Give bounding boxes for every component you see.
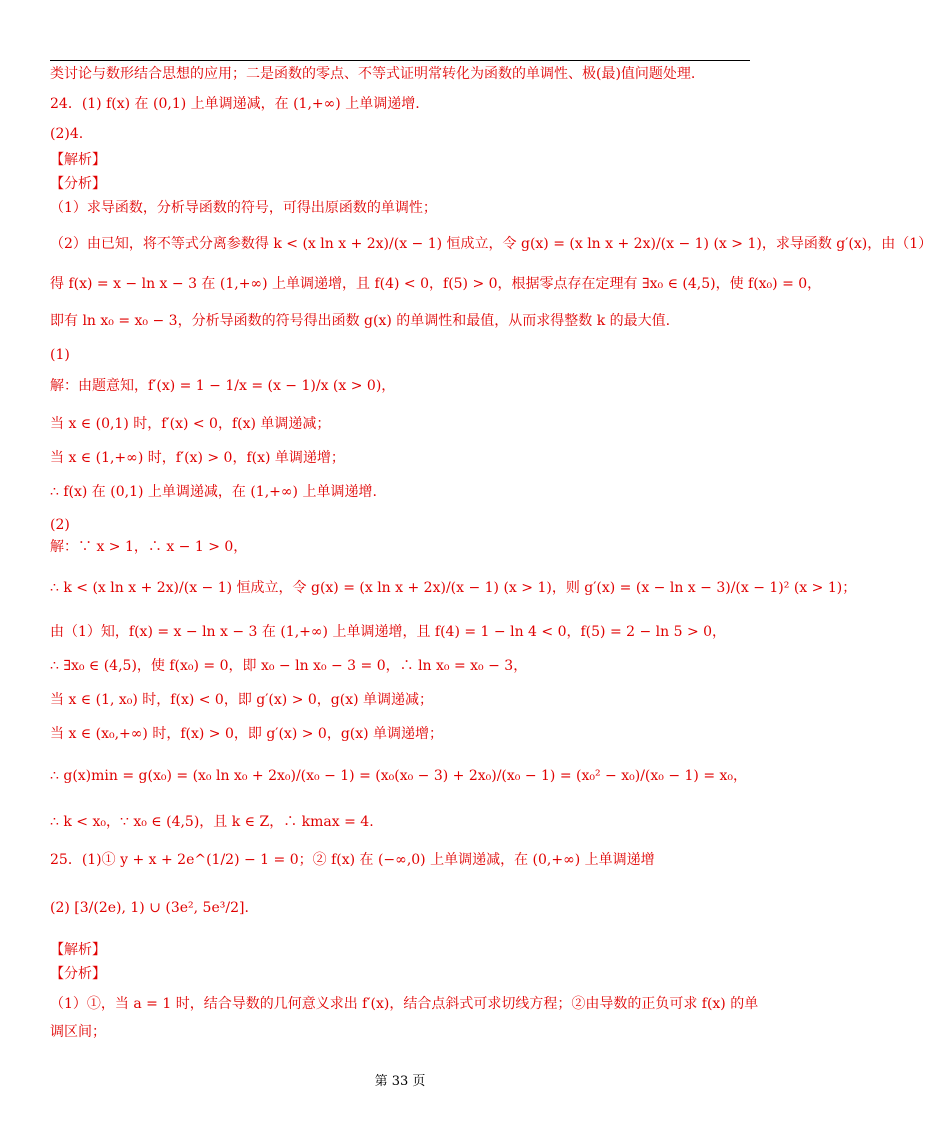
q24-answer2: (2)4. xyxy=(50,126,84,142)
q24-t6: 当 x ∈ (x₀,+∞) 时，f(x) > 0，即 g′(x) > 0，g(x) 单调递增； xyxy=(50,726,444,742)
q24-fenxi3: 得 f(x) = x − ln x − 3 在 (1,+∞) 上单调递增，且 f(4) < 0，f(5) > 0，根据零点存在定理有 ∃x₀ ∈ (4,5)，使 f(x₀) = 0， xyxy=(50,276,822,292)
q24-fenxi2: （2）由已知，将不等式分离参数得 k < (x ln x + 2x)/(x − 1) 恒成立，令 g(x) = (x ln x + 2x)/(x − 1) (x > 1)，求导函数 g′(x)，由（1） xyxy=(50,236,932,252)
q25-answer2: (2) [3/(2e), 1) ∪ (3e², 5e³/2]. xyxy=(50,900,249,916)
q24-s1: 解：由题意知，f′(x) = 1 − 1/x = (x − 1)/x (x > 0)， xyxy=(50,378,396,394)
q24-s3: 当 x ∈ (1,+∞) 时，f′(x) > 0，f(x) 单调递增； xyxy=(50,450,345,466)
q25-fenxi1: （1）①，当 a = 1 时，结合导数的几何意义求出 f′(x)，结合点斜式可求切线方程；②由导数的正负可求 f(x) 的单 xyxy=(50,996,759,1012)
q24-t2: ∴ k < (x ln x + 2x)/(x − 1) 恒成立，令 g(x) = (x ln x + 2x)/(x − 1) (x > 1)，则 g′(x) = (x − ln x − 3)/(x − 1)² (x > 1)； xyxy=(50,580,857,596)
q24-fenxi: 【分析】 xyxy=(50,176,106,192)
page-footer: 第 33 页 xyxy=(374,1074,426,1089)
q24-t4: ∴ ∃x₀ ∈ (4,5)，使 f(x₀) = 0，即 x₀ − ln x₀ − 3 = 0，∴ ln x₀ = x₀ − 3， xyxy=(50,658,528,674)
q24-t1: 解：∵ x > 1，∴ x − 1 > 0， xyxy=(50,539,248,555)
q24-s4: ∴ f(x) 在 (0,1) 上单调递减，在 (1,+∞) 上单调递增. xyxy=(50,484,377,500)
q24-answer1: 24．(1) f(x) 在 (0,1) 上单调递减，在 (1,+∞) 上单调递增. xyxy=(50,96,420,112)
q24-part2-label: (2) xyxy=(50,517,70,533)
q24-t5: 当 x ∈ (1, x₀) 时，f(x) < 0，即 g′(x) > 0，g(x) 单调递减； xyxy=(50,692,434,708)
q24-fenxi1: （1）求导函数，分析导函数的符号，可得出原函数的单调性； xyxy=(50,200,437,216)
q24-jiexi: 【解析】 xyxy=(50,152,106,168)
q25-fenxi: 【分析】 xyxy=(50,966,106,982)
q25-answer1: 25．(1)① y + x + 2e^(1/2) − 1 = 0；② f(x) 在 (−∞,0) 上单调递减，在 (0,+∞) 上单调递增 xyxy=(50,852,655,868)
q24-t7: ∴ g(x)min = g(x₀) = (x₀ ln x₀ + 2x₀)/(x₀ − 1) = (x₀(x₀ − 3) + 2x₀)/(x₀ − 1) = (x₀² − x₀)/(x₀ − 1) = x₀， xyxy=(50,768,748,784)
q24-t8: ∴ k < x₀，∵ x₀ ∈ (4,5)，且 k ∈ Z，∴ kmax = 4. xyxy=(50,814,374,830)
q24-s2: 当 x ∈ (0,1) 时，f′(x) < 0，f(x) 单调递减； xyxy=(50,416,331,432)
q24-fenxi4: 即有 ln x₀ = x₀ − 3，分析导函数的符号得出函数 g(x) 的单调性和最值，从而求得整数 k 的最大值. xyxy=(50,313,671,329)
q24-t3: 由（1）知，f(x) = x − ln x − 3 在 (1,+∞) 上单调递增，且 f(4) = 1 − ln 4 < 0，f(5) = 2 − ln 5 > 0， xyxy=(50,624,727,640)
top-line: 类讨论与数形结合思想的应用；二是函数的零点、不等式证明常转化为函数的单调性、极(最)值问题处理. xyxy=(50,66,696,82)
q25-fenxi2: 调区间； xyxy=(50,1024,106,1040)
q24-part1-label: (1) xyxy=(50,347,70,363)
q25-jiexi: 【解析】 xyxy=(50,942,106,958)
header-rule xyxy=(50,60,750,61)
